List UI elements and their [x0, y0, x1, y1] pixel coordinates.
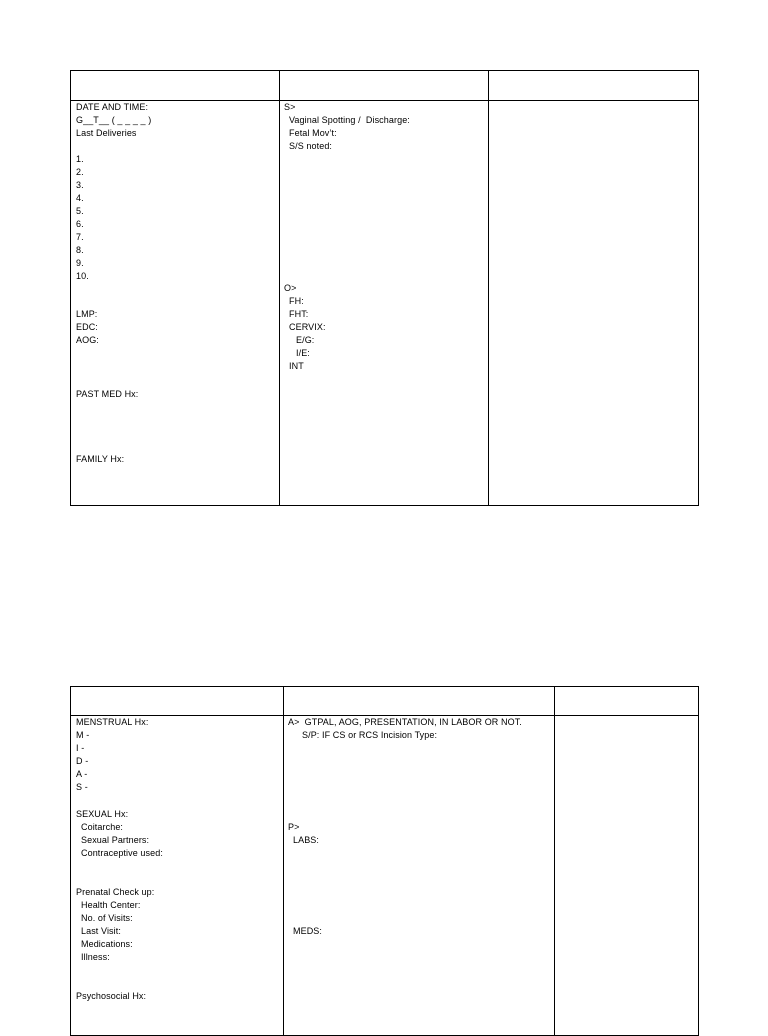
effacement-label: E/G:	[296, 335, 315, 345]
delivery-item: 7.	[76, 232, 84, 242]
int-label: INT	[289, 361, 304, 371]
assessment-label: A> GTPAL, AOG, PRESENTATION, IN LABOR OR NOT.	[288, 717, 522, 727]
contraceptive-label: Contraceptive used:	[81, 848, 163, 858]
t2-notes-cell	[555, 716, 699, 1036]
t1-history-cell	[71, 101, 280, 506]
menarche-label: M -	[76, 730, 90, 740]
family-hx-label: FAMILY Hx:	[76, 454, 125, 464]
ss-noted-label: S/S noted:	[289, 141, 333, 151]
date-time-label: DATE AND TIME:	[76, 102, 149, 112]
fht-label: FHT:	[289, 309, 309, 319]
gravida-term-label: G__T__ ( _ _ _ _ )	[76, 115, 152, 125]
t2-history-cell	[71, 716, 284, 1036]
incision-type-label: S/P: IF CS or RCS Incision Type:	[302, 730, 438, 740]
meds-label: MEDS:	[293, 926, 323, 936]
delivery-item: 10.	[76, 271, 89, 281]
psychosocial-hx-label: Psychosocial Hx:	[76, 991, 147, 1001]
t2-header-cell-3	[555, 687, 699, 716]
menstrual-hx-label: MENSTRUAL Hx:	[76, 717, 149, 727]
fh-label: FH:	[289, 296, 304, 306]
delivery-item: 9.	[76, 258, 84, 268]
fetal-movement-label: Fetal Mov’t:	[289, 128, 337, 138]
symptoms-label: S -	[76, 782, 88, 792]
plan-label: P>	[288, 822, 300, 832]
past-med-hx-label: PAST MED Hx:	[76, 389, 139, 399]
delivery-item: 3.	[76, 180, 84, 190]
prenatal-checkup-label: Prenatal Check up:	[76, 887, 155, 897]
assessment-table-1	[70, 70, 699, 506]
medications-label: Medications:	[81, 939, 133, 949]
t2-header-cell-2	[284, 687, 555, 716]
interval-label: I -	[76, 743, 85, 753]
duration-label: D -	[76, 756, 89, 766]
amount-label: A -	[76, 769, 88, 779]
illness-label: Illness:	[81, 952, 110, 962]
cervix-label: CERVIX:	[289, 322, 326, 332]
sexual-hx-label: SEXUAL Hx:	[76, 809, 129, 819]
vaginal-spotting-label: Vaginal Spotting / Discharge:	[289, 115, 410, 125]
sexual-partners-label: Sexual Partners:	[81, 835, 150, 845]
lmp-label: LMP:	[76, 309, 98, 319]
subjective-label: S>	[284, 102, 296, 112]
edc-label: EDC:	[76, 322, 98, 332]
last-deliveries-label: Last Deliveries	[76, 128, 137, 138]
delivery-item: 2.	[76, 167, 84, 177]
t2-assessment-plan-cell	[284, 716, 555, 1036]
assessment-table-2	[70, 686, 699, 1036]
delivery-item: 4.	[76, 193, 84, 203]
delivery-item: 5.	[76, 206, 84, 216]
t1-header-cell-2	[280, 71, 489, 101]
health-center-label: Health Center:	[81, 900, 141, 910]
delivery-item: 6.	[76, 219, 84, 229]
no-of-visits-label: No. of Visits:	[81, 913, 133, 923]
aog-label: AOG:	[76, 335, 99, 345]
ie-label: I/E:	[296, 348, 310, 358]
delivery-item: 1.	[76, 154, 84, 164]
t1-notes-cell	[489, 101, 699, 506]
delivery-item: 8.	[76, 245, 84, 255]
t2-header-cell-1	[71, 687, 284, 716]
objective-label: O>	[284, 283, 297, 293]
last-visit-label: Last Visit:	[81, 926, 121, 936]
t1-soap-cell	[280, 101, 489, 506]
labs-label: LABS:	[293, 835, 320, 845]
t1-header-cell-1	[71, 71, 280, 101]
t1-header-cell-3	[489, 71, 699, 101]
coitarche-label: Coitarche:	[81, 822, 124, 832]
